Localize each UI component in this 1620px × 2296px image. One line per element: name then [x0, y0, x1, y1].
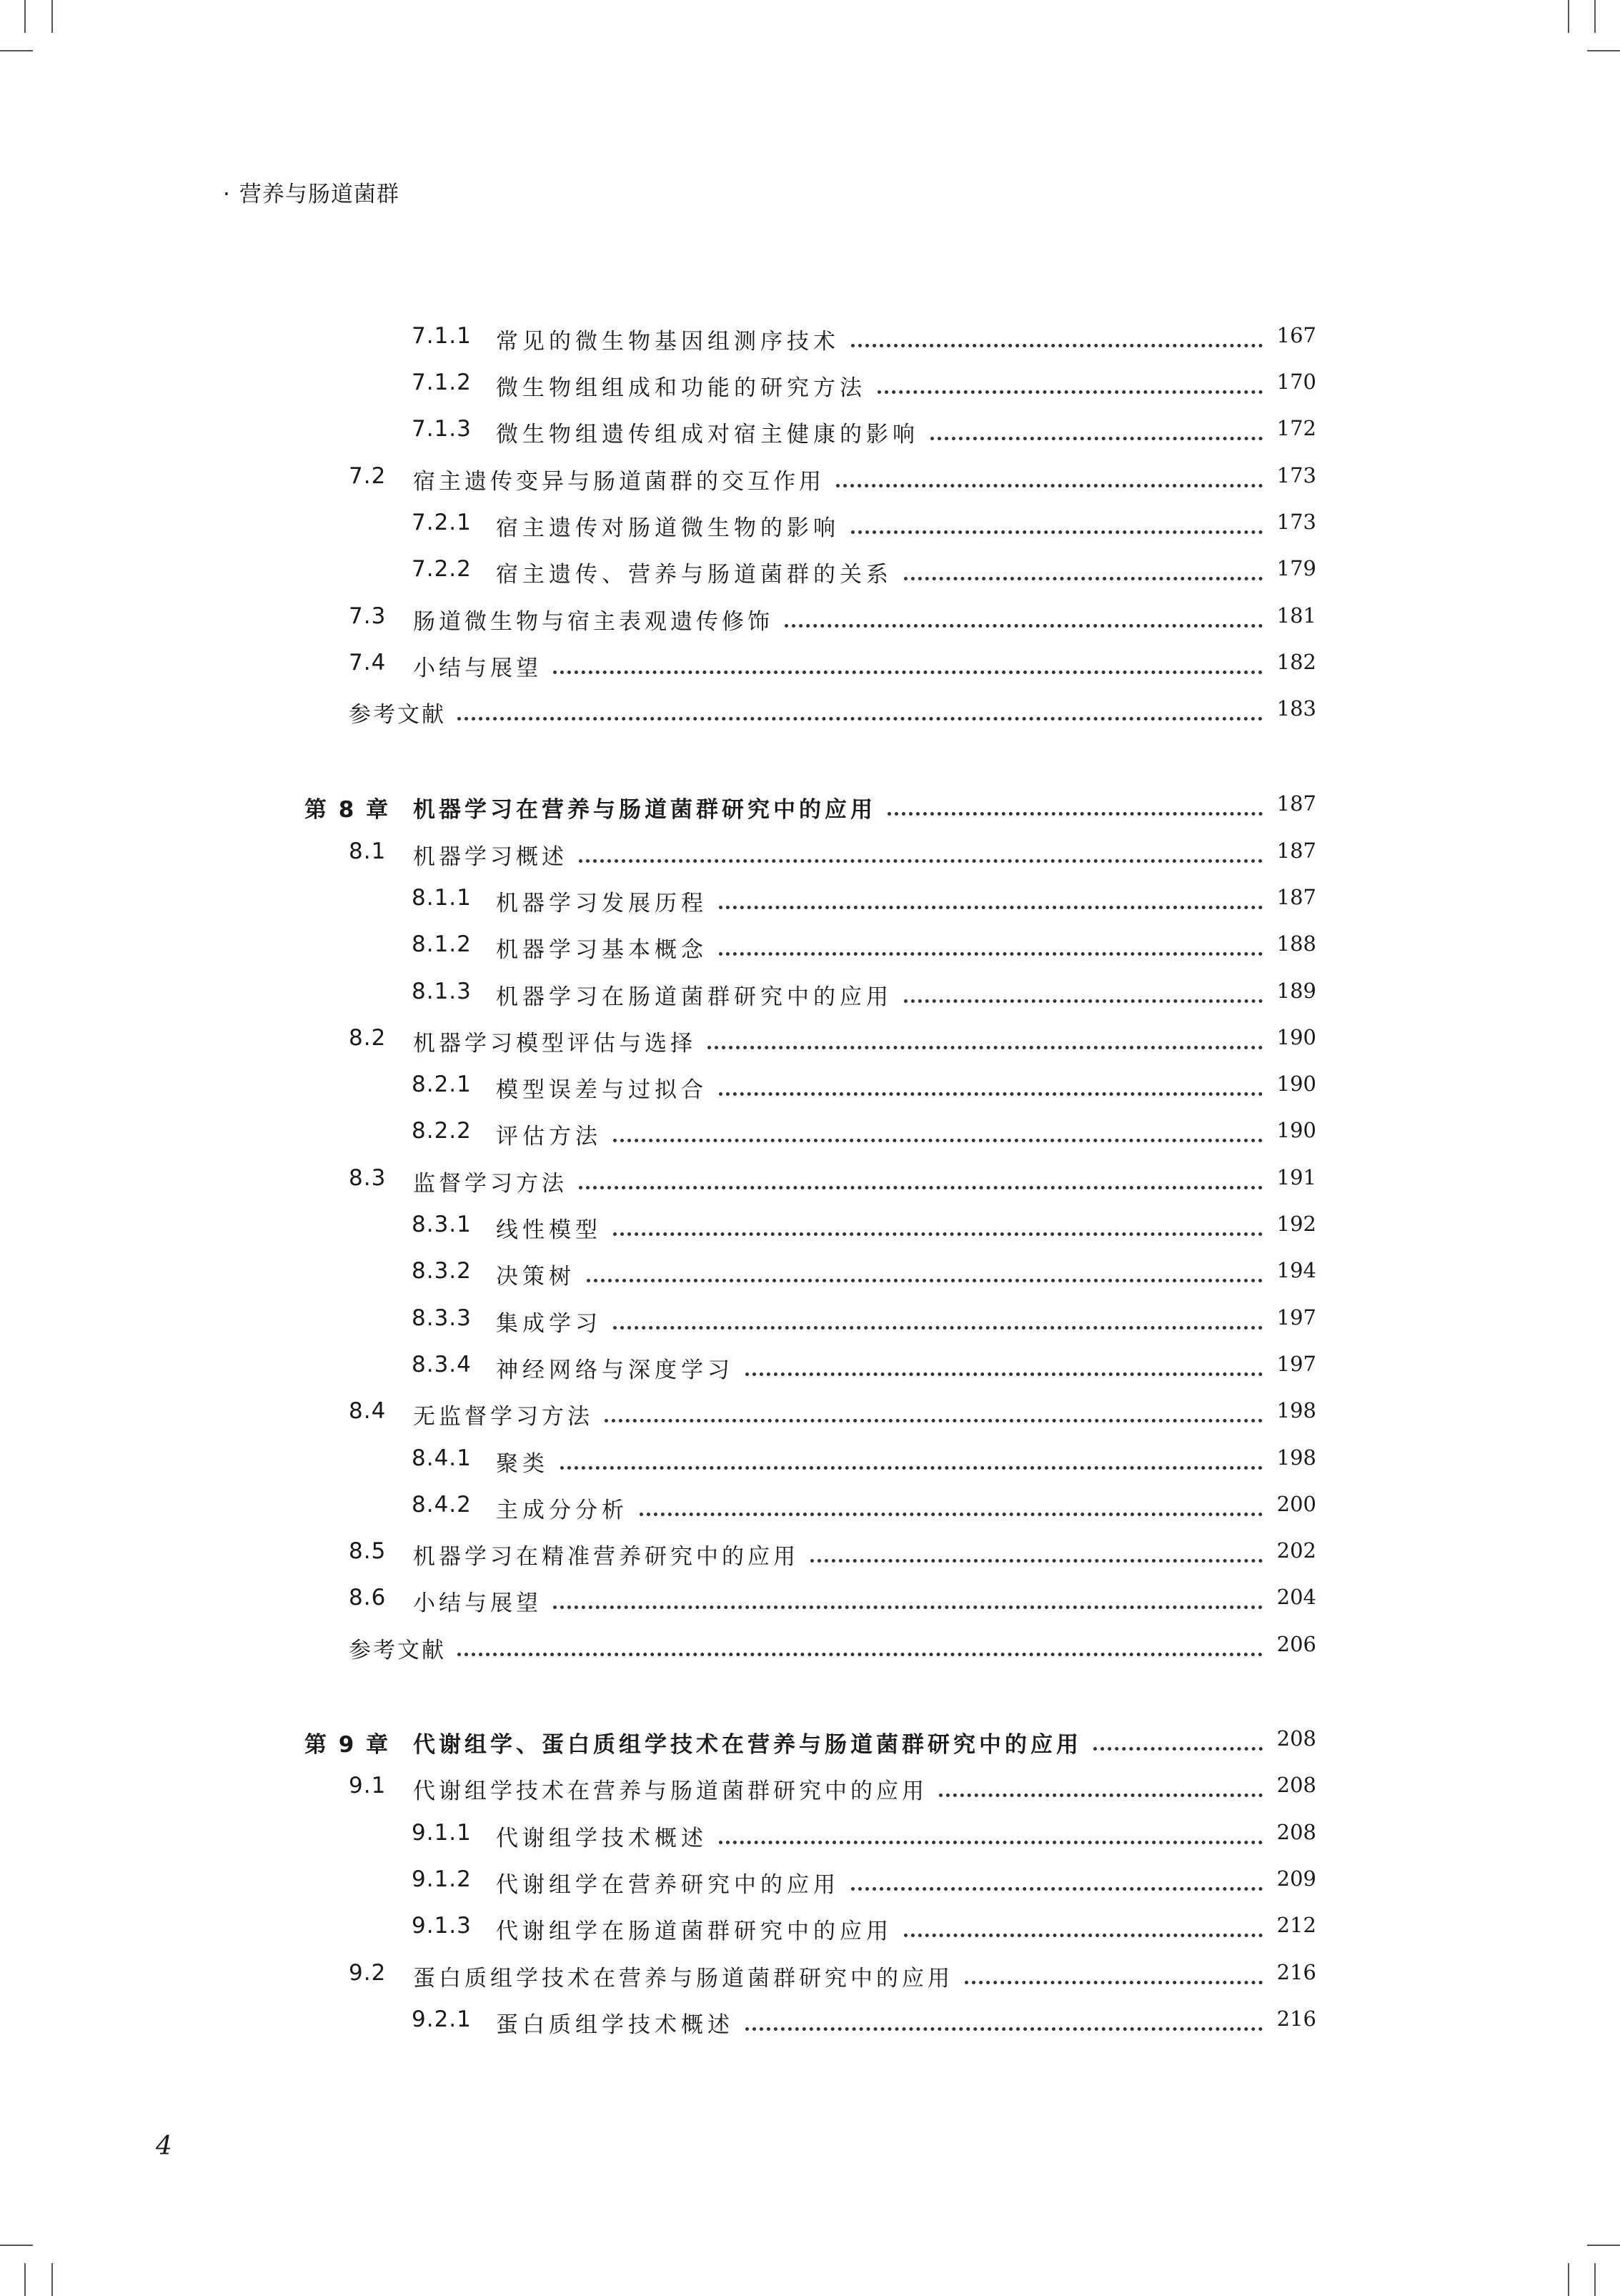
- toc-entry-title: 蛋白质组学技术在营养与肠道菌群研究中的应用: [413, 1966, 953, 1991]
- toc-entry[interactable]: [0, 1820, 1620, 1857]
- toc-entry-page: 198: [1276, 1445, 1316, 1470]
- toc-entry-number: 9.1: [349, 1773, 387, 1798]
- toc-entry-title: 聚类: [496, 1451, 549, 1477]
- toc-entry-page: 182: [1276, 650, 1316, 674]
- toc-entry[interactable]: [0, 1585, 1620, 1622]
- toc-entry-title: 代谢组学技术概述: [496, 1826, 707, 1851]
- toc-entry-title: 小结与展望: [413, 655, 542, 681]
- toc-leader-dots: [553, 1605, 1263, 1609]
- toc-entry-title: 神经网络与深度学习: [496, 1357, 734, 1383]
- toc-leader-dots: [605, 1419, 1263, 1422]
- toc-leader-dots: [930, 437, 1263, 440]
- toc-entry-number: 9.2.1: [412, 2006, 472, 2032]
- toc-leader-dots: [939, 1793, 1263, 1797]
- running-head-title: 营养与肠道菌群: [239, 182, 399, 207]
- toc-entry-page: 190: [1276, 1118, 1316, 1142]
- toc-entry-number: 8.3.3: [412, 1305, 472, 1331]
- toc-entry[interactable]: [0, 1492, 1620, 1529]
- toc-entry-number: 7.2.2: [412, 556, 472, 582]
- toc-entry[interactable]: [0, 1866, 1620, 1904]
- toc-entry-page: 197: [1276, 1352, 1316, 1376]
- toc-leader-dots: [851, 530, 1263, 534]
- toc-entry-page: 212: [1276, 1913, 1316, 1937]
- toc-entry-number: 9.1.1: [412, 1820, 472, 1846]
- toc-entry-number: 8.1: [349, 838, 387, 864]
- toc-leader-dots: [587, 1279, 1263, 1282]
- toc-entry[interactable]: [0, 1726, 1620, 1763]
- toc-entry[interactable]: [0, 556, 1620, 593]
- toc-entry-page: 200: [1276, 1492, 1316, 1516]
- toc-leader-dots: [719, 906, 1263, 909]
- toc-entry-title: 线性模型: [496, 1217, 602, 1243]
- toc-entry-title: 无监督学习方法: [413, 1404, 593, 1430]
- toc-entry-title: 常见的微生物基因组测序技术: [496, 329, 840, 355]
- toc-leader-dots: [785, 624, 1263, 628]
- toc-leader-dots: [553, 671, 1263, 674]
- toc-entry-number: 7.4: [349, 650, 387, 676]
- toc-entry-number: 7.1.2: [412, 370, 472, 395]
- toc-entry-title: 机器学习在肠道菌群研究中的应用: [496, 984, 893, 1010]
- toc-entry-title: 机器学习概述: [413, 844, 567, 870]
- toc-entry-page: 216: [1276, 1960, 1316, 1984]
- toc-entry[interactable]: [0, 1913, 1620, 1950]
- toc-entry-number: 8.5: [349, 1538, 387, 1564]
- toc-entry[interactable]: [0, 1773, 1620, 1810]
- toc-entry-page: 189: [1276, 979, 1316, 1003]
- toc-entry-title: 机器学习模型评估与选择: [413, 1031, 696, 1057]
- toc-leader-dots: [613, 1232, 1263, 1236]
- toc-entry[interactable]: [0, 1445, 1620, 1483]
- toc-entry[interactable]: [0, 603, 1620, 640]
- toc-leader-dots: [851, 1887, 1263, 1891]
- toc-entry[interactable]: [0, 885, 1620, 922]
- toc-entry-page: 183: [1276, 696, 1316, 721]
- toc-entry-title: 代谢组学、蛋白质组学技术在营养与肠道菌群研究中的应用: [413, 1732, 1082, 1758]
- toc-entry-title: 肠道微生物与宿主表观遗传修饰: [413, 609, 773, 635]
- toc-entry-number: 8.4.1: [412, 1445, 472, 1471]
- toc-entry[interactable]: [0, 1398, 1620, 1435]
- toc-entry-title: 代谢组学在肠道菌群研究中的应用: [496, 1919, 893, 1944]
- toc-entry-title: 微生物组遗传组成对宿主健康的影响: [496, 422, 919, 447]
- toc-entry-page: 172: [1276, 416, 1316, 440]
- toc-leader-dots: [457, 717, 1263, 721]
- toc-leader-dots: [719, 952, 1263, 956]
- toc-leader-dots: [904, 999, 1263, 1003]
- toc-entry-page: 204: [1276, 1585, 1316, 1609]
- toc-entry-page: 194: [1276, 1258, 1316, 1282]
- toc-entry-title: 代谢组学技术在营养与肠道菌群研究中的应用: [413, 1778, 928, 1804]
- toc-entry-number: 9.2: [349, 1960, 387, 1986]
- toc-entry[interactable]: [0, 2006, 1620, 2044]
- toc-entry[interactable]: [0, 1538, 1620, 1575]
- toc-entry[interactable]: [0, 1960, 1620, 1997]
- toc-leader-dots: [888, 812, 1263, 816]
- toc-entry[interactable]: [0, 1352, 1620, 1389]
- toc-entry-page: 208: [1276, 1773, 1316, 1797]
- toc-entry-number: 8.1.3: [412, 979, 472, 1004]
- toc-leader-dots: [745, 2027, 1263, 2031]
- toc-entry-page: 170: [1276, 370, 1316, 394]
- toc-entry[interactable]: [0, 791, 1620, 828]
- toc-entry-title: 参考文献: [349, 1638, 446, 1663]
- toc-entry-number: 7.1.1: [412, 323, 472, 349]
- toc-entry-page: 198: [1276, 1398, 1316, 1422]
- toc-entry[interactable]: [0, 416, 1620, 453]
- toc-leader-dots: [965, 1981, 1263, 1984]
- toc-entry[interactable]: [0, 1025, 1620, 1062]
- toc-entry[interactable]: [0, 838, 1620, 876]
- toc-leader-dots: [579, 859, 1263, 863]
- toc-entry-number: 8.3.1: [412, 1212, 472, 1237]
- running-head-bullet: ·: [223, 182, 231, 207]
- toc-entry-number: 8.4.2: [412, 1492, 472, 1518]
- toc-entry-number: 8.3.2: [412, 1258, 472, 1284]
- toc-entry-page: 208: [1276, 1726, 1316, 1751]
- toc-entry[interactable]: [0, 979, 1620, 1016]
- toc-leader-dots: [719, 1841, 1263, 1844]
- toc-entry-page: 179: [1276, 556, 1316, 580]
- toc-entry[interactable]: [0, 323, 1620, 360]
- toc-leader-dots: [904, 1934, 1263, 1937]
- toc-entry-page: 191: [1276, 1165, 1316, 1189]
- toc-entry-title: 参考文献: [349, 702, 446, 728]
- toc-leader-dots: [560, 1466, 1263, 1470]
- toc-entry-page: 167: [1276, 323, 1316, 347]
- toc-leader-dots: [904, 577, 1263, 580]
- toc-entry-title: 监督学习方法: [413, 1171, 567, 1197]
- toc-leader-dots: [640, 1513, 1263, 1516]
- toc-entry-title: 微生物组组成和功能的研究方法: [496, 375, 866, 401]
- toc-entry-title: 宿主遗传变异与肠道菌群的交互作用: [413, 469, 825, 495]
- toc-entry-number: 第 9 章: [304, 1732, 391, 1758]
- toc-entry-number: 9.1.3: [412, 1913, 472, 1939]
- toc-entry-title: 主成分分析: [496, 1498, 628, 1523]
- toc-entry-number: 8.2.1: [412, 1072, 472, 1097]
- toc-entry[interactable]: [0, 1118, 1620, 1155]
- toc-entry[interactable]: [0, 931, 1620, 969]
- toc-entry[interactable]: [0, 510, 1620, 547]
- toc-entry-page: 202: [1276, 1538, 1316, 1563]
- toc-entry-page: 173: [1276, 463, 1316, 488]
- toc-leader-dots: [1093, 1747, 1263, 1751]
- toc-leader-dots: [613, 1326, 1263, 1330]
- toc-entry[interactable]: [0, 1305, 1620, 1342]
- toc-entry-title: 机器学习在营养与肠道菌群研究中的应用: [413, 797, 876, 823]
- toc-entry-number: 8.6: [349, 1585, 387, 1610]
- toc-entry-page: 173: [1276, 510, 1316, 534]
- toc-entry-page: 209: [1276, 1866, 1316, 1891]
- toc-entry-number: 7.2.1: [412, 510, 472, 535]
- toc-entry-number: 7.2: [349, 463, 387, 489]
- toc-entry-title: 机器学习在精准营养研究中的应用: [413, 1544, 799, 1570]
- toc-entry-number: 8.2.2: [412, 1118, 472, 1144]
- toc-leader-dots: [745, 1372, 1263, 1376]
- toc-entry-title: 小结与展望: [413, 1590, 542, 1616]
- toc-entry-page: 197: [1276, 1305, 1316, 1330]
- toc-leader-dots: [719, 1092, 1263, 1096]
- toc-leader-dots: [836, 484, 1263, 488]
- toc-entry-number: 8.3: [349, 1165, 387, 1191]
- toc-entry-page: 192: [1276, 1212, 1316, 1236]
- toc-entry-title: 决策树: [496, 1264, 575, 1290]
- toc-entry[interactable]: [0, 1072, 1620, 1109]
- toc-entry-number: 8.1.1: [412, 885, 472, 911]
- toc-entry-page: 187: [1276, 838, 1316, 863]
- toc-entry-page: 206: [1276, 1632, 1316, 1656]
- toc-entry[interactable]: [0, 463, 1620, 500]
- toc-entry-title: 评估方法: [496, 1124, 602, 1149]
- toc-entry-number: 7.3: [349, 603, 387, 629]
- toc-entry-page: 216: [1276, 2006, 1316, 2031]
- toc-leader-dots: [810, 1559, 1263, 1563]
- toc-entry-number: 8.3.4: [412, 1352, 472, 1377]
- toc-leader-dots: [707, 1046, 1263, 1049]
- toc-entry[interactable]: [0, 1632, 1620, 1669]
- toc-entry-page: 187: [1276, 885, 1316, 909]
- toc-entry-number: 8.2: [349, 1025, 387, 1051]
- page-number: 4: [156, 2132, 172, 2161]
- toc-entry-page: 188: [1276, 931, 1316, 956]
- toc-entry-title: 宿主遗传对肠道微生物的影响: [496, 515, 840, 541]
- toc-entry-number: 7.1.3: [412, 416, 472, 442]
- toc-entry-title: 代谢组学在营养研究中的应用: [496, 1872, 840, 1898]
- toc-entry[interactable]: [0, 696, 1620, 733]
- toc-entry-title: 宿主遗传、营养与肠道菌群的关系: [496, 562, 893, 588]
- toc-entry-page: 190: [1276, 1025, 1316, 1049]
- toc-entry-page: 190: [1276, 1072, 1316, 1096]
- toc-leader-dots: [851, 344, 1263, 347]
- toc-leader-dots: [613, 1139, 1263, 1142]
- toc-entry-page: 187: [1276, 791, 1316, 816]
- toc-leader-dots: [579, 1186, 1263, 1189]
- toc-entry-page: 181: [1276, 603, 1316, 628]
- toc-entry-title: 集成学习: [496, 1311, 602, 1337]
- toc-leader-dots: [878, 390, 1263, 394]
- toc-entry-title: 机器学习基本概念: [496, 937, 707, 963]
- toc-entry-title: 蛋白质组学技术概述: [496, 2012, 734, 2038]
- toc-entry-page: 208: [1276, 1820, 1316, 1844]
- toc-entry-number: 第 8 章: [304, 797, 391, 823]
- toc-entry-number: 8.4: [349, 1398, 387, 1424]
- toc-entry[interactable]: [0, 1258, 1620, 1295]
- toc-entry-title: 模型误差与过拟合: [496, 1077, 707, 1103]
- toc-leader-dots: [457, 1653, 1263, 1656]
- toc-entry[interactable]: [0, 1212, 1620, 1249]
- toc-entry-number: 8.1.2: [412, 931, 472, 957]
- toc-entry[interactable]: [0, 370, 1620, 407]
- toc-entry[interactable]: [0, 1165, 1620, 1202]
- toc-entry-title: 机器学习发展历程: [496, 891, 707, 916]
- toc-entry[interactable]: [0, 650, 1620, 687]
- toc-entry-number: 9.1.2: [412, 1866, 472, 1892]
